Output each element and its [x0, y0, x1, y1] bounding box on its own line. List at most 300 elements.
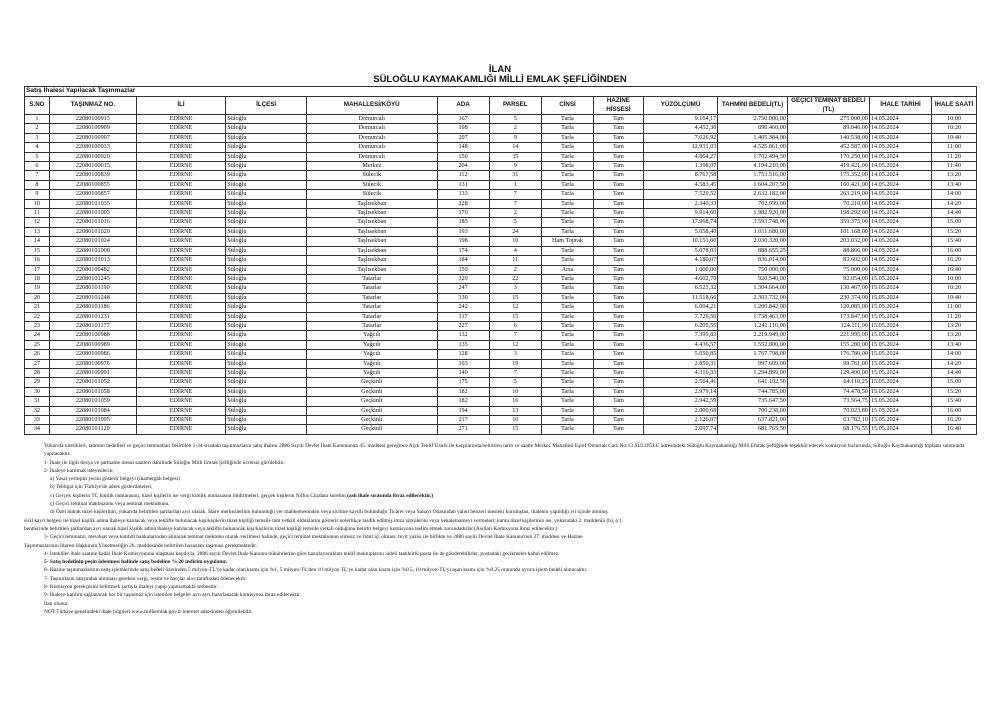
cell-ihale-tarihi: 15.05.2024: [869, 387, 931, 396]
column-header-ihale-saati: İHALE SAATİ: [932, 97, 977, 115]
cell-tahmini-bedel: 4.525.861,00: [718, 143, 788, 152]
cell-hazine-hisse: Tam: [594, 180, 644, 189]
table-row: [25, 265, 977, 274]
cell-ada: 228: [437, 199, 489, 208]
cell-gecici-teminat: 70.210,00: [787, 199, 869, 208]
cell-hazine-hisse: Tam: [594, 416, 644, 425]
cell-il: EDİRNE: [136, 312, 225, 321]
cell-sno: 23: [25, 321, 50, 330]
cell-ihale-tarihi: 14.05.2024: [869, 209, 931, 218]
cell-hazine-hisse: Tam: [594, 368, 644, 377]
cell-parsel: 31: [489, 171, 541, 180]
cell-parsel: 22: [489, 274, 541, 283]
cell-cins: Tarla: [541, 246, 593, 255]
cell-gecici-teminat: 140.538,00: [787, 133, 869, 142]
cell-yuzolcum: 7.399,83: [643, 331, 718, 340]
cell-mahalle: Taşlısekban: [307, 246, 437, 255]
cell-ilce: Süloğlu: [226, 180, 307, 189]
cell-ihale-saati: 13:20: [932, 171, 977, 180]
cell-ada: 150: [437, 152, 489, 161]
cell-tasinmaz-no: 22080101003: [49, 209, 136, 218]
cell-tahmini-bedel: 920.540,00: [718, 274, 788, 283]
cell-ada: 330: [437, 293, 489, 302]
cell-sno: 24: [25, 331, 50, 340]
cell-yuzolcum: 9.164,17: [643, 115, 718, 124]
cell-ilce: Süloğlu: [226, 406, 307, 415]
cell-mahalle: Taşlısekban: [307, 265, 437, 274]
cell-cins: Tarla: [541, 115, 593, 124]
cell-mahalle: Taşlısekban: [307, 256, 437, 265]
cell-parsel: 24: [489, 227, 541, 236]
cell-mahalle: Taşlısekban: [307, 218, 437, 227]
cell-parsel: 6: [489, 321, 541, 330]
cell-yuzolcum: 8.767,58: [643, 171, 718, 180]
cell-hazine-hisse: Tam: [594, 133, 644, 142]
cell-parsel: 15: [489, 312, 541, 321]
cell-sno: 33: [25, 416, 50, 425]
cell-cins: Tarla: [541, 368, 593, 377]
cell-sno: 9: [25, 190, 50, 199]
cell-ihale-saati: 16:00: [932, 246, 977, 255]
cell-tasinmaz-no: 22080100855: [49, 180, 136, 189]
cell-ihale-saati: 14:40: [932, 368, 977, 377]
cell-yuzolcum: 4.864,27: [643, 152, 718, 161]
table-row: [25, 209, 977, 218]
cell-cins: Tarla: [541, 199, 593, 208]
cell-yuzolcum: 1.398,07: [643, 162, 718, 171]
cell-ihale-saati: 14:40: [932, 209, 977, 218]
cell-cins: Tarla: [541, 133, 593, 142]
cell-gecici-teminat: 263.219,00: [787, 190, 869, 199]
cell-mahalle: Tatarlar: [307, 303, 437, 312]
cell-tasinmaz-no: 22080101035: [49, 199, 136, 208]
table-caption: Satış İhalesi Yapılacak Taşınmazlar: [25, 87, 977, 97]
cell-mahalle: Domurcalı: [307, 152, 437, 161]
cell-parsel: 1: [489, 180, 541, 189]
column-header-cins: CİNSİ: [541, 97, 593, 115]
note-2cc: ç) Geçici teminat makbuzunu veya teminat mektubunu,: [50, 501, 170, 508]
cell-parsel: 4: [489, 246, 541, 255]
cell-ihale-saati: 10:00: [932, 115, 977, 124]
cell-ada: 193: [437, 227, 489, 236]
cell-mahalle: Yağcılı: [307, 359, 437, 368]
cell-ihale-saati: 13:20: [932, 321, 977, 330]
cell-il: EDİRNE: [136, 303, 225, 312]
cell-mahalle: Taşlısekban: [307, 209, 437, 218]
cell-sno: 2: [25, 124, 50, 133]
cell-sno: 10: [25, 199, 50, 208]
table-row: [25, 218, 977, 227]
cell-parsel: 15: [489, 425, 541, 434]
cell-cins: Tarla: [541, 152, 593, 161]
cell-hazine-hisse: Tam: [594, 237, 644, 246]
cell-yuzolcum: 9.914,60: [643, 209, 718, 218]
issuer-title: SÜLOĞLU KAYMAKAMLIĞI MİLLİ EMLAK ŞEFLİĞİNDEN: [373, 74, 627, 85]
note-ilan-olunur: İlan olunur.: [44, 600, 69, 607]
cell-tasinmaz-no: 22080101186: [49, 303, 136, 312]
cell-ihale-saati: 15:00: [932, 218, 977, 227]
note-2: 2- İhaleye katılmak isteyenlerin;: [44, 467, 114, 474]
cell-ada: 227: [437, 321, 489, 330]
cell-il: EDİRNE: [136, 378, 225, 387]
cell-tahmini-bedel: 1.753.516,00: [718, 171, 788, 180]
table-row: [25, 406, 977, 415]
note-2c-bold: (aslı ihale sırasında ibraz edilecektir.): [347, 492, 434, 499]
table-row: [25, 115, 977, 124]
cell-mahalle: Geçkinli: [307, 425, 437, 434]
cell-ada: 317: [437, 312, 489, 321]
cell-hazine-hisse: Tam: [594, 199, 644, 208]
cell-il: EDİRNE: [136, 218, 225, 227]
cell-tahmini-bedel: 2.632.182,00: [718, 190, 788, 199]
cell-sno: 12: [25, 218, 50, 227]
cell-mahalle: Sülecik: [307, 180, 437, 189]
cell-il: EDİRNE: [136, 321, 225, 330]
cell-parsel: 5: [489, 115, 541, 124]
cell-mahalle: Domurcalı: [307, 124, 437, 133]
cell-yuzolcum: 2.126,07: [643, 416, 718, 425]
cell-tahmini-bedel: 750.000,00: [718, 265, 788, 274]
cell-parsel: 3: [489, 284, 541, 293]
cell-cins: Tarla: [541, 171, 593, 180]
cell-ilce: Süloğlu: [226, 190, 307, 199]
cell-mahalle: Tatarlar: [307, 284, 437, 293]
cell-yuzolcum: 2.564,41: [643, 378, 718, 387]
cell-ihale-tarihi: 15.05.2024: [869, 406, 931, 415]
cell-gecici-teminat: 419.421,00: [787, 162, 869, 171]
cell-gecici-teminat: 203.032,00: [787, 237, 869, 246]
cell-yuzolcum: 5.050,85: [643, 350, 718, 359]
cell-ihale-tarihi: 14.05.2024: [869, 246, 931, 255]
cell-ihale-tarihi: 15.05.2024: [869, 284, 931, 293]
table-row: [25, 180, 977, 189]
cell-cins: Tarla: [541, 274, 593, 283]
cell-ilce: Süloğlu: [226, 425, 307, 434]
cell-ihale-tarihi: 14.05.2024: [869, 152, 931, 161]
cell-ada: 182: [437, 397, 489, 406]
cell-tasinmaz-no: 22080101190: [49, 284, 136, 293]
cell-hazine-hisse: Tam: [594, 256, 644, 265]
cell-gecici-teminat: 124.111,00: [787, 321, 869, 330]
cell-ihale-tarihi: 14.05.2024: [869, 227, 931, 236]
cell-il: EDİRNE: [136, 115, 225, 124]
cell-mahalle: Domurcalı: [307, 115, 437, 124]
column-header-parsel: PARSEL: [489, 97, 541, 115]
cell-tahmini-bedel: 888.655,25: [718, 246, 788, 255]
cell-parsel: 12: [489, 303, 541, 312]
note-2d-line1: d) Özel hukuk tüzel kişilerinin, yukarıda belirtilen şartlardan ayrı olarak, İdare merkezlerinin bulunduğu yer mahkemesinden veya siciline kayıtlı bulunduğu Ticaret veya Sanayi Odasından yahut benzeri mesleki kuruluştan, ihalenin yapıldığı yıl içinde alınmış: [50, 509, 608, 516]
cell-gecici-teminat: 230.374,00: [787, 293, 869, 302]
cell-il: EDİRNE: [136, 124, 225, 133]
cell-ilce: Süloğlu: [226, 209, 307, 218]
cell-ada: 217: [437, 416, 489, 425]
cell-sno: 29: [25, 378, 50, 387]
cell-il: EDİRNE: [136, 359, 225, 368]
cell-sno: 18: [25, 274, 50, 283]
cell-il: EDİRNE: [136, 143, 225, 152]
cell-ada: 185: [437, 218, 489, 227]
cell-mahalle: Geçkinli: [307, 387, 437, 396]
cell-ada: 175: [437, 378, 489, 387]
cell-tasinmaz-no: 22080100015: [49, 162, 136, 171]
notes-intro: Yukarıda nitelikleri, tahmini bedelleri ve geçici teminatları belirtilen 1-34 sıradaki taşınmazların satış ihalesi 2886 Sayılı Devlet İhale Kanununun 45. maddesi gereğince Açık Teklif Usulü ile karşılarında belirtilen tarih ve saatte Merkez Mahallesi Eşref Omurtak Cad. No:13 SÜLOĞLU adresindeki Süloğlu Kaymakamlığı Milli Emlak Şefliğinde teşekkül edecek komisyon huzurunda, Süloğlu Kaymakamlığı toplantı salonunda yapılacaktır.: [44, 443, 965, 458]
cell-gecici-teminat: 73.564,75: [787, 397, 869, 406]
cell-tahmini-bedel: 1.294.899,00: [718, 368, 788, 377]
cell-gecici-teminat: 170.250,00: [787, 152, 869, 161]
cell-mahalle: Tatarlar: [307, 274, 437, 283]
cell-ihale-saati: 10:40: [932, 293, 977, 302]
cell-hazine-hisse: Tam: [594, 218, 644, 227]
cell-ada: 140: [437, 368, 489, 377]
cell-ada: 184: [437, 256, 489, 265]
cell-ihale-saati: 10:00: [932, 274, 977, 283]
cell-gecici-teminat: 129.490,00: [787, 368, 869, 377]
cell-sno: 8: [25, 180, 50, 189]
cell-ihale-saati: 10:20: [932, 124, 977, 133]
cell-il: EDİRNE: [136, 331, 225, 340]
cell-ihale-saati: 13:40: [932, 340, 977, 349]
cell-ihale-tarihi: 15.05.2024: [869, 368, 931, 377]
cell-parsel: 7: [489, 190, 541, 199]
cell-parsel: 9: [489, 162, 541, 171]
cell-ilce: Süloğlu: [226, 246, 307, 255]
cell-yuzolcum: 17.968,74: [643, 218, 718, 227]
cell-ihale-tarihi: 15.05.2024: [869, 425, 931, 434]
cell-parsel: 10: [489, 237, 541, 246]
cell-tasinmaz-no: 22080100988: [49, 331, 136, 340]
cell-ada: 131: [437, 180, 489, 189]
cell-yuzolcum: 2.850,31: [643, 359, 718, 368]
cell-tasinmaz-no: 22080100909: [49, 124, 136, 133]
cell-cins: Tarla: [541, 406, 593, 415]
cell-ada: 148: [437, 143, 489, 152]
cell-ihale-saati: 13:40: [932, 180, 977, 189]
cell-sno: 26: [25, 350, 50, 359]
column-header-ada: ADA: [437, 97, 489, 115]
cell-parsel: 12: [489, 340, 541, 349]
cell-yuzolcum: 7.726,50: [643, 312, 718, 321]
cell-gecici-teminat: 198.292,00: [787, 209, 869, 218]
cell-il: EDİRNE: [136, 190, 225, 199]
cell-gecici-teminat: 155.280,00: [787, 340, 869, 349]
cell-ada: 128: [437, 350, 489, 359]
cell-il: EDİRNE: [136, 265, 225, 274]
cell-ada: 132: [437, 331, 489, 340]
cell-ilce: Süloğlu: [226, 124, 307, 133]
table-row: [25, 199, 977, 208]
cell-tasinmaz-no: 22080101008: [49, 246, 136, 255]
cell-il: EDİRNE: [136, 237, 225, 246]
cell-yuzolcum: 11.518,66: [643, 293, 718, 302]
cell-ada: 207: [437, 133, 489, 142]
cell-tasinmaz-no: 22080100933: [49, 143, 136, 152]
table-row: [25, 237, 977, 246]
cell-hazine-hisse: Tam: [594, 274, 644, 283]
table-row: [25, 303, 977, 312]
cell-sno: 30: [25, 387, 50, 396]
cell-yuzolcum: 6.523,32: [643, 284, 718, 293]
cell-ilce: Süloğlu: [226, 293, 307, 302]
cell-ada: 135: [437, 340, 489, 349]
cell-hazine-hisse: Tam: [594, 209, 644, 218]
cell-il: EDİRNE: [136, 209, 225, 218]
cell-mahalle: Yağcılı: [307, 368, 437, 377]
column-header-ihale-tarihi: İHALE TARİHİ: [869, 97, 931, 115]
cell-yuzolcum: 10.151,60: [643, 237, 718, 246]
cell-tahmini-bedel: 1.200.842,00: [718, 303, 788, 312]
cell-ilce: Süloğlu: [226, 312, 307, 321]
cell-ihale-tarihi: 15.05.2024: [869, 331, 931, 340]
cell-ihale-saati: 15:20: [932, 227, 977, 236]
table-row: [25, 425, 977, 434]
cell-mahalle: Yağcılı: [307, 340, 437, 349]
cell-gecici-teminat: 452.587,00: [787, 143, 869, 152]
note-2b: b) Tebligat için Türkiye'de adres gösterilmeleri,: [50, 484, 153, 491]
cell-tasinmaz-no: 22080101059: [49, 397, 136, 406]
cell-sno: 19: [25, 284, 50, 293]
cell-sno: 20: [25, 293, 50, 302]
cell-hazine-hisse: Tam: [594, 246, 644, 255]
cell-ihale-saati: 14:20: [932, 359, 977, 368]
cell-ihale-saati: 16:00: [932, 406, 977, 415]
cell-hazine-hisse: Tam: [594, 284, 644, 293]
table-row: [25, 321, 977, 330]
cell-yuzolcum: 6.205,55: [643, 321, 718, 330]
cell-yuzolcum: 4.436,57: [643, 340, 718, 349]
cell-yuzolcum: 4.452,30: [643, 124, 718, 133]
cell-parsel: 7: [489, 368, 541, 377]
cell-sno: 5: [25, 152, 50, 161]
cell-ihale-tarihi: 15.05.2024: [869, 397, 931, 406]
cell-cins: Tarla: [541, 321, 593, 330]
cell-gecici-teminat: 70.023,80: [787, 406, 869, 415]
cell-hazine-hisse: Tam: [594, 162, 644, 171]
cell-tahmini-bedel: 1.405.384,00: [718, 133, 788, 142]
cell-mahalle: Tatarlar: [307, 321, 437, 330]
cell-ihale-saati: 10:40: [932, 133, 977, 142]
cell-ada: 247: [437, 284, 489, 293]
cell-ilce: Süloğlu: [226, 368, 307, 377]
cell-ada: 182: [437, 387, 489, 396]
cell-tasinmaz-no: 22080101245: [49, 274, 136, 283]
cell-ilce: Süloğlu: [226, 331, 307, 340]
cell-il: EDİRNE: [136, 274, 225, 283]
cell-ihale-saati: 10:20: [932, 284, 977, 293]
cell-tasinmaz-no: 22080101084: [49, 406, 136, 415]
cell-hazine-hisse: Tam: [594, 265, 644, 274]
cell-mahalle: Geçkinli: [307, 378, 437, 387]
cell-yuzolcum: 5.058,40: [643, 227, 718, 236]
cell-parsel: 10: [489, 416, 541, 425]
cell-ihale-tarihi: 14.05.2024: [869, 124, 931, 133]
cell-il: EDİRNE: [136, 397, 225, 406]
cell-sno: 16: [25, 256, 50, 265]
cell-ilce: Süloğlu: [226, 387, 307, 396]
cell-ihale-tarihi: 14.05.2024: [869, 180, 931, 189]
cell-gecici-teminat: 83.602,00: [787, 256, 869, 265]
cell-ada: 112: [437, 171, 489, 180]
cell-mahalle: Yağcılı: [307, 331, 437, 340]
cell-mahalle: Taşlısekban: [307, 199, 437, 208]
cell-ada: 103: [437, 359, 489, 368]
cell-ilce: Süloğlu: [226, 303, 307, 312]
column-header-tahmini-bedel: TAHMİNİ BEDELİ(TL): [718, 97, 788, 115]
cell-tahmini-bedel: 3.593.748,00: [718, 218, 788, 227]
table-row: [25, 274, 977, 283]
cell-tasinmaz-no: 22080100986: [49, 350, 136, 359]
table-row: [25, 256, 977, 265]
cell-gecici-teminat: 275.000,00: [787, 115, 869, 124]
column-header-yuzolcum: YÜZÖLÇÜMÜ: [643, 97, 718, 115]
cell-gecici-teminat: 89.046,00: [787, 124, 869, 133]
cell-cins: Tarla: [541, 256, 593, 265]
note-2c: [24, 492, 977, 500]
property-table-container: [24, 86, 977, 435]
cell-tahmini-bedel: 2.750.000,00: [718, 115, 788, 124]
cell-gecici-teminat: 92.054,00: [787, 274, 869, 283]
cell-gecici-teminat: 160.421,00: [787, 180, 869, 189]
cell-yuzolcum: 7.520,52: [643, 190, 718, 199]
cell-tasinmaz-no: 22080101016: [49, 218, 136, 227]
notice-title: İLAN: [488, 64, 512, 75]
cell-cins: Tarla: [541, 218, 593, 227]
cell-ada: 198: [437, 237, 489, 246]
cell-tahmini-bedel: 1.738.463,00: [718, 312, 788, 321]
cell-gecici-teminat: 175.352,00: [787, 171, 869, 180]
cell-yuzolcum: 2.000,68: [643, 406, 718, 415]
cell-ihale-tarihi: 14.05.2024: [869, 237, 931, 246]
cell-cins: Tarla: [541, 397, 593, 406]
cell-hazine-hisse: Tam: [594, 331, 644, 340]
cell-ilce: Süloğlu: [226, 237, 307, 246]
cell-hazine-hisse: Tam: [594, 359, 644, 368]
cell-yuzolcum: 2.340,33: [643, 199, 718, 208]
column-header-il: İLİ: [136, 97, 225, 115]
cell-mahalle: Geçkinli: [307, 397, 437, 406]
cell-ihale-saati: 13:20: [932, 331, 977, 340]
cell-tahmini-bedel: 4.194.210,00: [718, 162, 788, 171]
cell-cins: Tarla: [541, 303, 593, 312]
table-row: [25, 227, 977, 236]
cell-ilce: Süloğlu: [226, 227, 307, 236]
note-2a: a) Yasal yerleşim yerini gösterir belgeyi (ikametgâh belgesi): [50, 476, 180, 483]
cell-ilce: Süloğlu: [226, 265, 307, 274]
table-header-row: [25, 97, 977, 115]
cell-tahmini-bedel: 735.647,50: [718, 397, 788, 406]
cell-hazine-hisse: Tam: [594, 397, 644, 406]
cell-ihale-tarihi: 14.05.2024: [869, 218, 931, 227]
cell-ihale-tarihi: 15.05.2024: [869, 303, 931, 312]
cell-tahmini-bedel: 997.609,00: [718, 359, 788, 368]
cell-ihale-saati: 11:40: [932, 162, 977, 171]
cell-yuzolcum: 4.316,33: [643, 368, 718, 377]
cell-parsel: 14: [489, 143, 541, 152]
cell-gecici-teminat: 74.478,50: [787, 387, 869, 396]
cell-sno: 15: [25, 246, 50, 255]
cell-gecici-teminat: 120.085,00: [787, 303, 869, 312]
cell-tasinmaz-no: 22080101231: [49, 312, 136, 321]
cell-ilce: Süloğlu: [226, 397, 307, 406]
cell-tasinmaz-no: 22080101058: [49, 387, 136, 396]
cell-ihale-saati: 16:40: [932, 265, 977, 274]
cell-ada: 159: [437, 265, 489, 274]
cell-ilce: Süloğlu: [226, 274, 307, 283]
cell-yuzolcum: 6.004,21: [643, 303, 718, 312]
cell-yuzolcum: 7.026,92: [643, 133, 718, 142]
cell-il: EDİRNE: [136, 368, 225, 377]
cell-sno: 25: [25, 340, 50, 349]
cell-parsel: 2: [489, 209, 541, 218]
